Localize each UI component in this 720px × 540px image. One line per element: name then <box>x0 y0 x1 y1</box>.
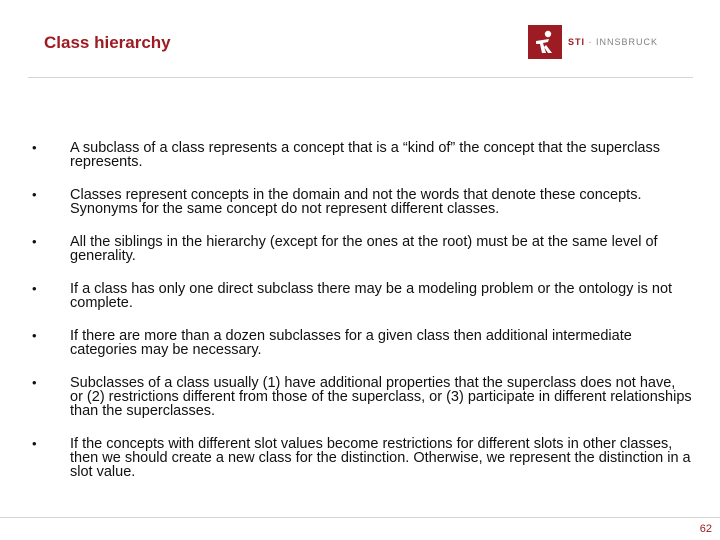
sti-figure-icon <box>528 25 562 59</box>
bullet-marker: • <box>32 234 37 249</box>
logo-wordmark <box>568 37 658 47</box>
bullet-list <box>32 141 692 498</box>
bullet-item <box>32 282 692 310</box>
bullet-marker: • <box>32 436 37 451</box>
footer-divider <box>0 517 720 518</box>
bullet-text: If a class has only one direct subclass there may be a modeling problem or the ontology is not complete. <box>70 281 673 311</box>
bullet-item <box>32 141 692 169</box>
bullet-item <box>32 188 692 216</box>
bullet-text: If the concepts with different slot values become restrictions for different slots in other classes, then we should create a new class for the distinction. Otherwise, we represent the distinction in a slot value. <box>70 436 691 480</box>
bullet-item <box>32 235 692 263</box>
bullet-item <box>32 437 692 479</box>
bullet-marker: • <box>32 140 37 155</box>
logo-separator: · <box>588 37 593 47</box>
logo-brand: STI <box>568 37 586 47</box>
bullet-marker: • <box>32 281 37 296</box>
bullet-marker: • <box>32 375 37 390</box>
bullet-marker: • <box>32 187 37 202</box>
logo-place: INNSBRUCK <box>596 37 659 47</box>
bullet-item <box>32 329 692 357</box>
header-divider <box>28 77 693 78</box>
bullet-text: A subclass of a class represents a concept that is a “kind of” the concept that the superclass represents. <box>70 140 660 170</box>
bullet-text: All the siblings in the hierarchy (except for the ones at the root) must be at the same level of generality. <box>70 234 658 264</box>
page-number: 62 <box>699 523 712 535</box>
bullet-item <box>32 376 692 418</box>
bullet-text: Subclasses of a class usually (1) have additional properties that the superclass does not have, or (2) restrictions different from those of the superclass, or (3) participate in different relationships than the superclasses. <box>70 375 692 419</box>
slide-title: Class hierarchy <box>44 33 171 52</box>
bullet-text: If there are more than a dozen subclasses for a given class then additional intermediate categories may be necessary. <box>70 328 632 358</box>
sti-innsbruck-logo <box>528 25 658 59</box>
bullet-text: Classes represent concepts in the domain and not the words that denote these concepts. Synonyms for the same concept do not represent different classes. <box>70 187 642 217</box>
bullet-marker: • <box>32 328 37 343</box>
